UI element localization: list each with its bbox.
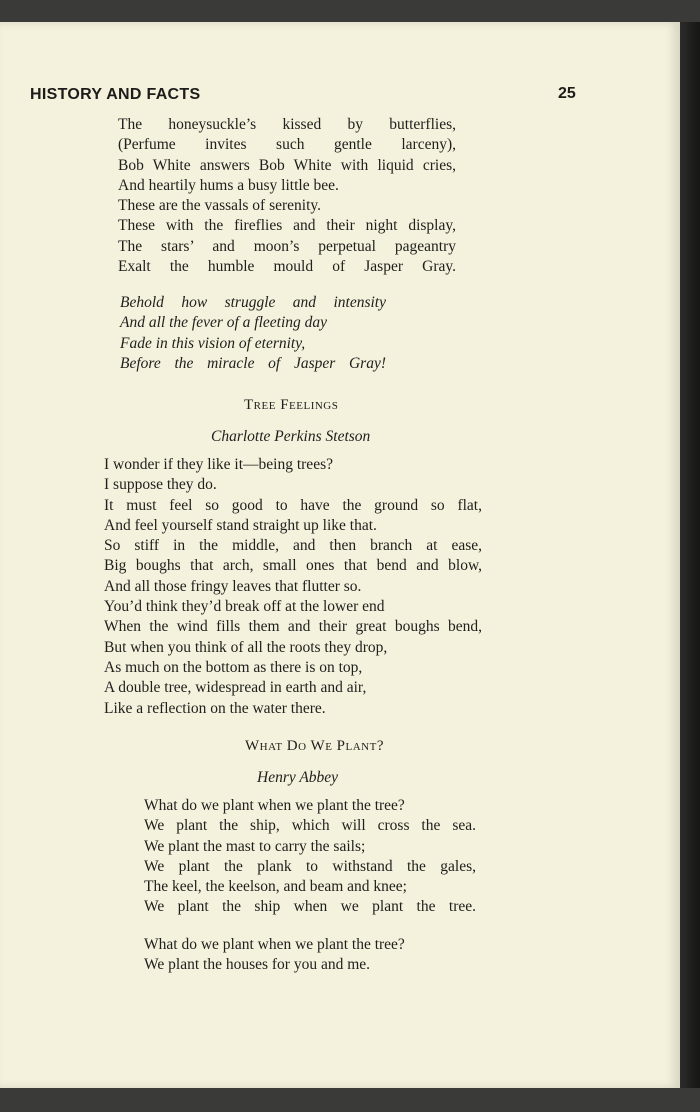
poem-line: These with the fireflies and their night display,	[118, 217, 456, 235]
poem-stanza	[104, 455, 482, 719]
poem-line: What do we plant when we plant the tree?	[144, 797, 405, 814]
poem-stanza-italic	[120, 293, 386, 374]
poem-title: Tree Feelings	[244, 397, 339, 413]
poem-line: What do we plant when we plant the tree?	[144, 936, 405, 953]
poem-line: Bob White answers Bob White with liquid cries,	[118, 156, 456, 174]
poem-line: So stiff in the middle, and then branch at ease,	[104, 537, 482, 555]
poem-line: And all those fringy leaves that flutter so.	[104, 577, 362, 595]
poem-line: We plant the plank to withstand the gales,	[144, 857, 476, 875]
page-number: 25	[558, 85, 576, 102]
poem-line: And all the fever of a fleeting day	[120, 314, 328, 332]
poem-stanza	[118, 115, 456, 277]
poem-line: We plant the houses for you and me.	[144, 956, 371, 974]
poem-line: It must feel so good to have the ground so flat,	[104, 496, 482, 514]
poem-line: These are the vassals of serenity.	[118, 197, 321, 215]
poem-line: We plant the ship, which will cross the sea.	[144, 817, 476, 835]
page-edge	[680, 22, 700, 1088]
poem-title: What Do We Plant?	[245, 738, 385, 754]
poem-line: And feel yourself stand straight up like that.	[104, 516, 377, 534]
poem-line: Before the miracle of Jasper Gray!	[120, 354, 386, 372]
poem-line: We plant the ship when we plant the tree.	[144, 898, 476, 916]
poem-line: The honeysuckle’s kissed by butterflies,	[118, 116, 456, 133]
poem-line: I suppose they do.	[104, 476, 217, 494]
poem-line: I wonder if they like it—being trees?	[104, 456, 333, 473]
poem-line: Big boughs that arch, small ones that bend and blow,	[104, 557, 482, 575]
poem-stanza	[144, 935, 476, 976]
poem-line: Fade in this vision of eternity,	[120, 334, 306, 352]
poem-line: You’d think they’d break off at the lower end	[104, 598, 385, 616]
poem-line: As much on the bottom as there is on top,	[104, 658, 363, 676]
poem-line: And heartily hums a busy little bee.	[118, 176, 339, 194]
poem-line: The keel, the keelson, and beam and knee;	[144, 878, 407, 896]
poem-line: Like a reflection on the water there.	[104, 699, 326, 717]
poem-line: The stars’ and moon’s perpetual pageantry	[118, 237, 456, 255]
poem-author: Charlotte Perkins Stetson	[211, 428, 371, 445]
poem-line: But when you think of all the roots they drop,	[104, 638, 388, 656]
poem-author: Henry Abbey	[257, 769, 339, 786]
poem-line: When the wind fills them and their great boughs bend,	[104, 618, 482, 636]
running-head: HISTORY AND FACTS	[30, 86, 201, 103]
poem-line: Exalt the humble mould of Jasper Gray.	[118, 258, 456, 276]
poem-line: A double tree, widespread in earth and air,	[104, 679, 367, 697]
poem-line: Behold how struggle and intensity	[120, 294, 386, 311]
poem-stanza	[144, 796, 476, 918]
poem-line: We plant the mast to carry the sails;	[144, 837, 366, 855]
poem-line: (Perfume invites such gentle larceny),	[118, 136, 456, 154]
